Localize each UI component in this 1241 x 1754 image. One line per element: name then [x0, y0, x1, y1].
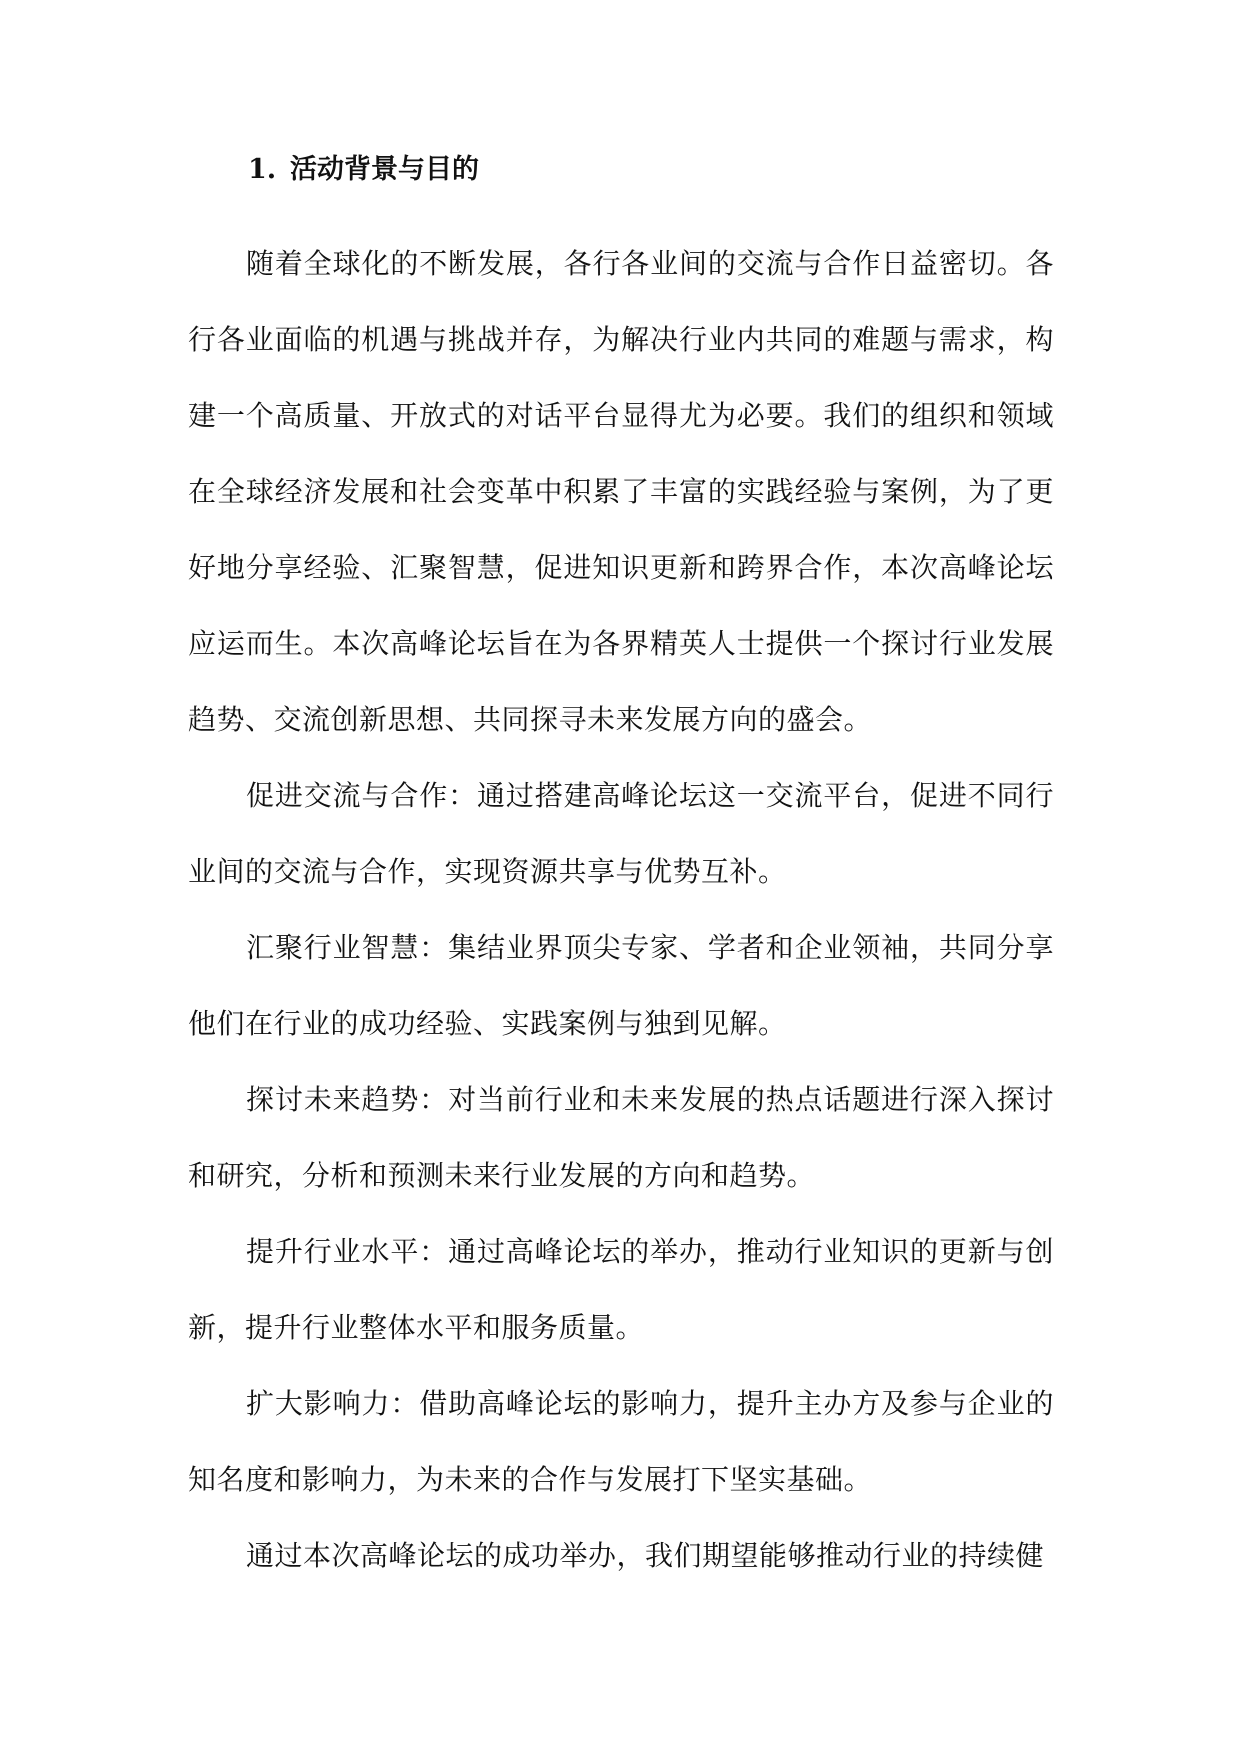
paragraph-goal-exchange: 促进交流与合作：通过搭建高峰论坛这一交流平台，促进不同行业间的交流与合作，实现资源共享与优势互补。 [188, 779, 1054, 888]
section-body [188, 226, 1054, 1594]
paragraph-goal-trends: 探讨未来趋势：对当前行业和未来发展的热点话题进行深入探讨和研究，分析和预测未来行业发展的方向和趋势。 [188, 1083, 1054, 1192]
paragraph-goal-level: 提升行业水平：通过高峰论坛的举办，推动行业知识的更新与创新，提升行业整体水平和服务质量。 [188, 1235, 1054, 1344]
section-heading [248, 150, 479, 190]
section-number: 1. [248, 154, 277, 185]
paragraph-goal-influence: 扩大影响力：借助高峰论坛的影响力，提升主办方及参与企业的知名度和影响力，为未来的合作与发展打下坚实基础。 [188, 1387, 1054, 1496]
paragraph-conclusion: 通过本次高峰论坛的成功举办，我们期望能够推动行业的持续健 [246, 1539, 1045, 1572]
paragraph-background: 随着全球化的不断发展，各行各业间的交流与合作日益密切。各行各业面临的机遇与挑战并存，为解决行业内共同的难题与需求，构建一个高质量、开放式的对话平台显得尤为必要。我们的组织和领域在全球经济发展和社会变革中积累了丰富的实践经验与案例，为了更好地分享经验、汇聚智慧，促进知识更新和跨界合作，本次高峰论坛应运而生。本次高峰论坛旨在为各界精英人士提供一个探讨行业发展趋势、交流创新思想、共同探寻未来发展方向的盛会。 [188, 247, 1054, 736]
paragraph-goal-wisdom: 汇聚行业智慧：集结业界顶尖专家、学者和企业领袖，共同分享他们在行业的成功经验、实践案例与独到见解。 [188, 931, 1054, 1040]
section-title: 活动背景与目的 [290, 154, 479, 185]
